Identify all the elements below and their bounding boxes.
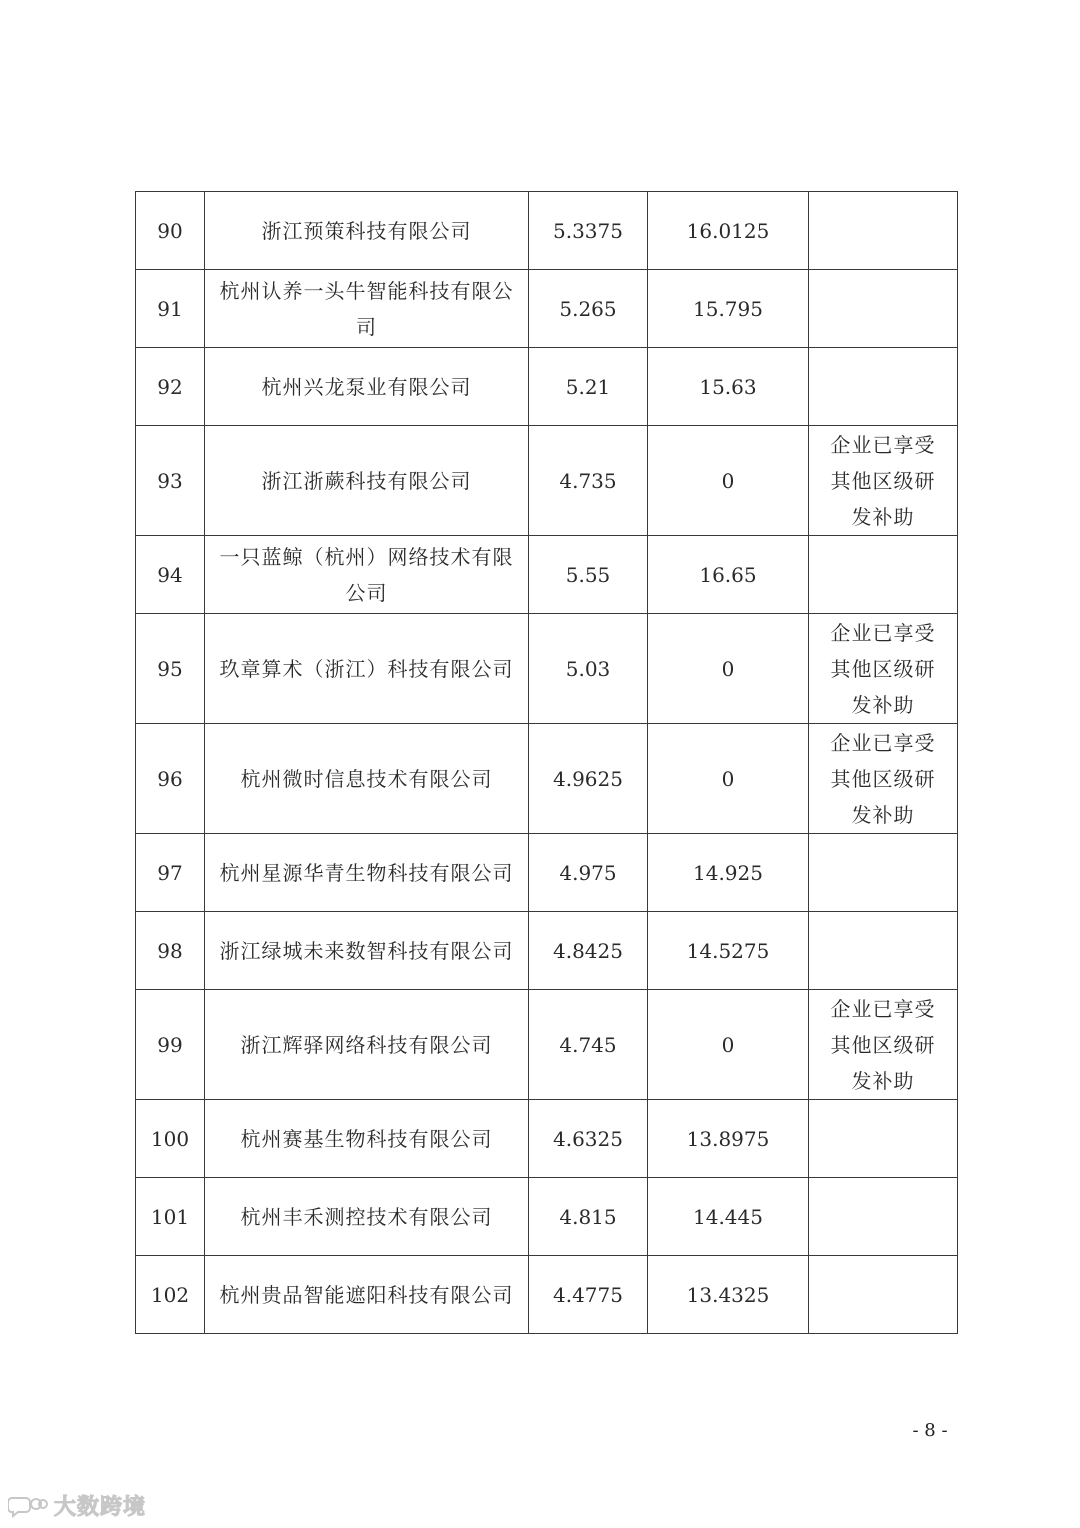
company-name: 杭州星源华青生物科技有限公司 [205, 834, 529, 912]
note [809, 536, 958, 614]
note [809, 1100, 958, 1178]
note [809, 834, 958, 912]
page-number: - 8 - [912, 1420, 948, 1441]
company-name: 杭州赛基生物科技有限公司 [205, 1100, 529, 1178]
watermark [8, 1490, 146, 1521]
value-2: 16.0125 [648, 192, 809, 270]
value-1: 4.4775 [529, 1256, 648, 1334]
row-number: 90 [136, 192, 205, 270]
note: 企业已享受其他区级研发补助 [809, 614, 958, 724]
note: 企业已享受其他区级研发补助 [809, 426, 958, 536]
note [809, 348, 958, 426]
row-number: 99 [136, 990, 205, 1100]
table-row [136, 614, 958, 724]
value-2: 15.795 [648, 270, 809, 348]
table-row [136, 834, 958, 912]
value-1: 4.735 [529, 426, 648, 536]
value-1: 4.745 [529, 990, 648, 1100]
note [809, 270, 958, 348]
note [809, 1178, 958, 1256]
row-number: 101 [136, 1178, 205, 1256]
value-1: 4.8425 [529, 912, 648, 990]
company-name: 杭州兴龙泵业有限公司 [205, 348, 529, 426]
table-row [136, 1100, 958, 1178]
note [809, 1256, 958, 1334]
company-name: 杭州贵品智能遮阳科技有限公司 [205, 1256, 529, 1334]
row-number: 93 [136, 426, 205, 536]
value-2: 14.5275 [648, 912, 809, 990]
value-1: 5.55 [529, 536, 648, 614]
table-body [136, 192, 958, 1334]
company-name: 玖章算术（浙江）科技有限公司 [205, 614, 529, 724]
table-row [136, 1178, 958, 1256]
table-row [136, 426, 958, 536]
company-name: 浙江绿城未来数智科技有限公司 [205, 912, 529, 990]
row-number: 95 [136, 614, 205, 724]
value-2: 13.4325 [648, 1256, 809, 1334]
row-number: 98 [136, 912, 205, 990]
watermark-text: 大数跨境 [54, 1495, 147, 1520]
row-number: 102 [136, 1256, 205, 1334]
company-name: 杭州丰禾测控技术有限公司 [205, 1178, 529, 1256]
table-row [136, 270, 958, 348]
table-row [136, 192, 958, 270]
note [809, 192, 958, 270]
value-1: 5.21 [529, 348, 648, 426]
table-row [136, 348, 958, 426]
value-1: 5.03 [529, 614, 648, 724]
value-1: 5.3375 [529, 192, 648, 270]
company-name: 浙江辉驿网络科技有限公司 [205, 990, 529, 1100]
table-row [136, 912, 958, 990]
row-number: 91 [136, 270, 205, 348]
value-2: 14.925 [648, 834, 809, 912]
row-number: 100 [136, 1100, 205, 1178]
row-number: 92 [136, 348, 205, 426]
value-2: 15.63 [648, 348, 809, 426]
value-2: 14.445 [648, 1178, 809, 1256]
value-1: 4.6325 [529, 1100, 648, 1178]
value-2: 0 [648, 614, 809, 724]
table-row [136, 536, 958, 614]
table-row [136, 724, 958, 834]
company-name: 浙江预策科技有限公司 [205, 192, 529, 270]
value-1: 5.265 [529, 270, 648, 348]
chat-bubble-logo-icon [8, 1494, 48, 1518]
note: 企业已享受其他区级研发补助 [809, 724, 958, 834]
value-2: 16.65 [648, 536, 809, 614]
company-name: 一只蓝鲸（杭州）网络技术有限公司 [205, 536, 529, 614]
value-2: 13.8975 [648, 1100, 809, 1178]
value-2: 0 [648, 724, 809, 834]
value-2: 0 [648, 990, 809, 1100]
note: 企业已享受其他区级研发补助 [809, 990, 958, 1100]
value-1: 4.9625 [529, 724, 648, 834]
row-number: 97 [136, 834, 205, 912]
note [809, 912, 958, 990]
row-number: 94 [136, 536, 205, 614]
value-2: 0 [648, 426, 809, 536]
table-row [136, 990, 958, 1100]
table-row [136, 1256, 958, 1334]
company-name: 杭州认养一头牛智能科技有限公司 [205, 270, 529, 348]
company-subsidy-table [135, 191, 958, 1334]
row-number: 96 [136, 724, 205, 834]
value-1: 4.975 [529, 834, 648, 912]
value-1: 4.815 [529, 1178, 648, 1256]
company-name: 杭州微时信息技术有限公司 [205, 724, 529, 834]
company-name: 浙江浙蕨科技有限公司 [205, 426, 529, 536]
